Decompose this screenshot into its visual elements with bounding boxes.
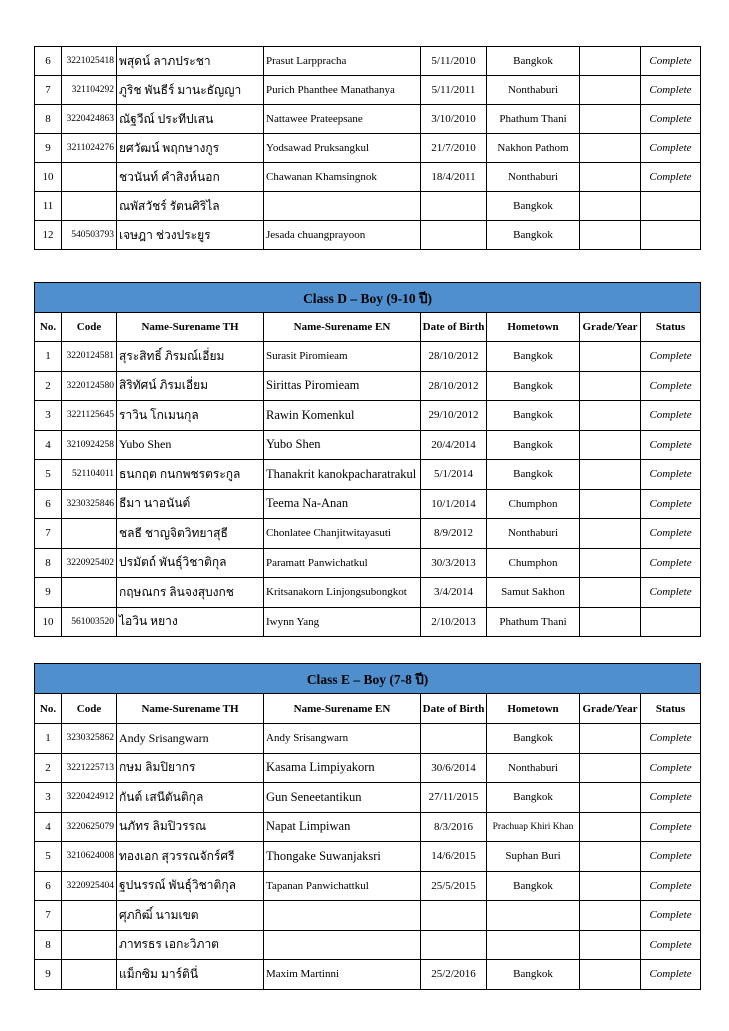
name-en-cell: Thongake Suwanjaksri: [264, 842, 421, 872]
header-grade: Grade/Year: [580, 694, 641, 724]
table-row: [35, 930, 701, 960]
name-en-cell: [264, 901, 421, 931]
code-cell: [62, 519, 117, 549]
name-en-cell: Chawanan Khamsingnok: [264, 163, 421, 192]
code-cell: 3220925402: [62, 548, 117, 578]
date-of-birth-cell: [421, 724, 487, 754]
header-code: Code: [62, 694, 117, 724]
date-of-birth-cell: 29/10/2012: [421, 401, 487, 431]
status-cell: Complete: [641, 930, 701, 960]
row-number: 10: [35, 163, 62, 192]
grade-year-cell: [580, 47, 641, 76]
status-cell: Complete: [641, 753, 701, 783]
date-of-birth-cell: 28/10/2012: [421, 342, 487, 372]
table-row: [35, 548, 701, 578]
name-th-cell: ไอวิน หยาง: [117, 607, 264, 637]
date-of-birth-cell: 8/3/2016: [421, 812, 487, 842]
table-row: [35, 901, 701, 931]
code-cell: 3221025418: [62, 47, 117, 76]
header-grade: Grade/Year: [580, 313, 641, 342]
name-th-cell: นภัทร ลิมปิวรรณ: [117, 812, 264, 842]
row-number: 12: [35, 221, 62, 250]
row-number: 3: [35, 783, 62, 813]
name-en-cell: Yubo Shen: [264, 430, 421, 460]
name-en-cell: Maxim Martinni: [264, 960, 421, 990]
name-th-cell: ธนกฤต กนกพชรตระกูล: [117, 460, 264, 490]
grade-year-cell: [580, 783, 641, 813]
hometown-cell: Chumphon: [487, 548, 580, 578]
date-of-birth-cell: 5/11/2010: [421, 47, 487, 76]
code-cell: 3230325846: [62, 489, 117, 519]
code-cell: [62, 930, 117, 960]
status-cell: Complete: [641, 842, 701, 872]
row-number: 10: [35, 607, 62, 637]
status-cell: Complete: [641, 47, 701, 76]
name-th-cell: กันต์ เสนีตันติกุล: [117, 783, 264, 813]
grade-year-cell: [580, 342, 641, 372]
table-row: [35, 842, 701, 872]
hometown-cell: Bangkok: [487, 783, 580, 813]
grade-year-cell: [580, 960, 641, 990]
name-en-cell: Andy Srisangwarn: [264, 724, 421, 754]
status-cell: Complete: [641, 812, 701, 842]
hometown-cell: Bangkok: [487, 724, 580, 754]
date-of-birth-cell: 5/11/2011: [421, 76, 487, 105]
hometown-cell: [487, 901, 580, 931]
name-en-cell: Surasit Piromieam: [264, 342, 421, 372]
code-cell: 3220424912: [62, 783, 117, 813]
name-th-cell: แม็กซิม มาร์ตินี่: [117, 960, 264, 990]
row-number: 2: [35, 753, 62, 783]
table-row: [35, 47, 701, 76]
table-row: [35, 519, 701, 549]
table-row: [35, 960, 701, 990]
name-en-cell: Napat Limpiwan: [264, 812, 421, 842]
status-cell: Complete: [641, 519, 701, 549]
row-number: 6: [35, 47, 62, 76]
name-en-cell: Chonlatee Chanjitwitayasuti: [264, 519, 421, 549]
grade-year-cell: [580, 371, 641, 401]
header-dob: Date of Birth: [421, 694, 487, 724]
hometown-cell: Bangkok: [487, 401, 580, 431]
status-cell: Complete: [641, 401, 701, 431]
grade-year-cell: [580, 221, 641, 250]
status-cell: Complete: [641, 783, 701, 813]
status-cell: Complete: [641, 134, 701, 163]
grade-year-cell: [580, 578, 641, 608]
name-th-cell: กฤษณกร ลินจงสุบงกช: [117, 578, 264, 608]
table-row: [35, 753, 701, 783]
date-of-birth-cell: 20/4/2014: [421, 430, 487, 460]
status-cell: Complete: [641, 76, 701, 105]
hometown-cell: Suphan Buri: [487, 842, 580, 872]
date-of-birth-cell: [421, 930, 487, 960]
table-row: [35, 430, 701, 460]
name-th-cell: ราวิน โกเมนกุล: [117, 401, 264, 431]
code-cell: 3220424863: [62, 105, 117, 134]
row-number: 8: [35, 548, 62, 578]
table-row: [35, 134, 701, 163]
name-en-cell: Iwynn Yang: [264, 607, 421, 637]
status-cell: Complete: [641, 460, 701, 490]
row-number: 9: [35, 134, 62, 163]
name-th-cell: กษม ลิมปิยากร: [117, 753, 264, 783]
row-number: 8: [35, 930, 62, 960]
table-row: [35, 401, 701, 431]
row-number: 4: [35, 812, 62, 842]
class-e-table: [34, 663, 701, 990]
top-section-table: [34, 46, 701, 250]
header-name-en: Name-Surename EN: [264, 694, 421, 724]
row-number: 9: [35, 578, 62, 608]
name-th-cell: ยศวัฒน์ พฤกษางกูร: [117, 134, 264, 163]
grade-year-cell: [580, 724, 641, 754]
name-th-cell: เจษฎา ช่วงประยูร: [117, 221, 264, 250]
date-of-birth-cell: [421, 192, 487, 221]
date-of-birth-cell: 18/4/2011: [421, 163, 487, 192]
table-row: [35, 105, 701, 134]
name-th-cell: ฐปนรรณ์ พันธุ์วิชาติกุล: [117, 871, 264, 901]
code-cell: 3210924258: [62, 430, 117, 460]
row-number: 5: [35, 842, 62, 872]
grade-year-cell: [580, 430, 641, 460]
status-cell: Complete: [641, 342, 701, 372]
status-cell: Complete: [641, 371, 701, 401]
name-th-cell: ทองเอก สุวรรณจักร์ศรี: [117, 842, 264, 872]
date-of-birth-cell: 3/10/2010: [421, 105, 487, 134]
grade-year-cell: [580, 401, 641, 431]
code-cell: 3220124580: [62, 371, 117, 401]
hometown-cell: Nakhon Pathom: [487, 134, 580, 163]
grade-year-cell: [580, 163, 641, 192]
date-of-birth-cell: 28/10/2012: [421, 371, 487, 401]
header-hometown: Hometown: [487, 313, 580, 342]
date-of-birth-cell: 21/7/2010: [421, 134, 487, 163]
header-name-th: Name-Surename TH: [117, 694, 264, 724]
top-section-body: [35, 47, 701, 250]
name-en-cell: Rawin Komenkul: [264, 401, 421, 431]
class-d-title: Class D – Boy (9-10 ปี): [35, 283, 701, 313]
name-th-cell: Yubo Shen: [117, 430, 264, 460]
row-number: 4: [35, 430, 62, 460]
name-th-cell: ภูริช พันธีร์ มานะธัญญา: [117, 76, 264, 105]
date-of-birth-cell: [421, 901, 487, 931]
status-cell: Complete: [641, 548, 701, 578]
table-row: [35, 192, 701, 221]
hometown-cell: Bangkok: [487, 192, 580, 221]
row-number: 1: [35, 342, 62, 372]
table-row: [35, 371, 701, 401]
hometown-cell: Bangkok: [487, 371, 580, 401]
hometown-cell: Nonthaburi: [487, 163, 580, 192]
name-th-cell: ภาทรธร เอกะวิภาต: [117, 930, 264, 960]
date-of-birth-cell: 25/5/2015: [421, 871, 487, 901]
status-cell: Complete: [641, 430, 701, 460]
table-row: [35, 76, 701, 105]
row-number: 5: [35, 460, 62, 490]
name-en-cell: Teema Na-Anan: [264, 489, 421, 519]
name-th-cell: ชวนันท์ คำสิงห์นอก: [117, 163, 264, 192]
name-th-cell: สุระสิทธิ์ ภิรมณ์เอี่ยม: [117, 342, 264, 372]
header-code: Code: [62, 313, 117, 342]
code-cell: [62, 578, 117, 608]
hometown-cell: Bangkok: [487, 871, 580, 901]
grade-year-cell: [580, 105, 641, 134]
hometown-cell: Prachuap Khiri Khan: [487, 812, 580, 842]
name-en-cell: Prasut Larppracha: [264, 47, 421, 76]
date-of-birth-cell: 3/4/2014: [421, 578, 487, 608]
row-number: 11: [35, 192, 62, 221]
class-d-header-row: [35, 313, 701, 342]
status-cell: Complete: [641, 724, 701, 754]
grade-year-cell: [580, 812, 641, 842]
table-row: [35, 607, 701, 637]
hometown-cell: Bangkok: [487, 342, 580, 372]
status-cell: Complete: [641, 105, 701, 134]
status-cell: [641, 192, 701, 221]
code-cell: [62, 901, 117, 931]
grade-year-cell: [580, 192, 641, 221]
class-e-body: [35, 724, 701, 990]
row-number: 9: [35, 960, 62, 990]
date-of-birth-cell: 8/9/2012: [421, 519, 487, 549]
row-number: 7: [35, 76, 62, 105]
grade-year-cell: [580, 548, 641, 578]
code-cell: 561003520: [62, 607, 117, 637]
name-en-cell: Yodsawad Pruksangkul: [264, 134, 421, 163]
table-row: [35, 221, 701, 250]
code-cell: 540503793: [62, 221, 117, 250]
name-th-cell: ชลธี ชาญจิตวิทยาสุธี: [117, 519, 264, 549]
table-row: [35, 724, 701, 754]
code-cell: 3221125645: [62, 401, 117, 431]
name-en-cell: [264, 930, 421, 960]
name-th-cell: สิริทัศน์ ภิรมเอี่ยม: [117, 371, 264, 401]
grade-year-cell: [580, 134, 641, 163]
grade-year-cell: [580, 607, 641, 637]
grade-year-cell: [580, 519, 641, 549]
hometown-cell: Phathum Thani: [487, 607, 580, 637]
grade-year-cell: [580, 489, 641, 519]
date-of-birth-cell: 30/3/2013: [421, 548, 487, 578]
date-of-birth-cell: 27/11/2015: [421, 783, 487, 813]
header-status: Status: [641, 313, 701, 342]
name-th-cell: ศุภกิฒิ์ นามเขต: [117, 901, 264, 931]
name-th-cell: ณัฐวีณ์ ประทีปเสน: [117, 105, 264, 134]
grade-year-cell: [580, 753, 641, 783]
row-number: 6: [35, 489, 62, 519]
code-cell: 3220925404: [62, 871, 117, 901]
code-cell: [62, 163, 117, 192]
hometown-cell: [487, 930, 580, 960]
name-en-cell: Gun Seneetantikun: [264, 783, 421, 813]
hometown-cell: Bangkok: [487, 221, 580, 250]
status-cell: Complete: [641, 489, 701, 519]
code-cell: [62, 192, 117, 221]
table-row: [35, 163, 701, 192]
header-no: No.: [35, 694, 62, 724]
code-cell: 321104292: [62, 76, 117, 105]
table-row: [35, 578, 701, 608]
code-cell: 521104011: [62, 460, 117, 490]
hometown-cell: Bangkok: [487, 430, 580, 460]
date-of-birth-cell: 10/1/2014: [421, 489, 487, 519]
name-en-cell: Kritsanakorn Linjongsubongkot: [264, 578, 421, 608]
name-en-cell: Purich Phanthee Manathanya: [264, 76, 421, 105]
name-en-cell: Tapanan Panwichattkul: [264, 871, 421, 901]
row-number: 2: [35, 371, 62, 401]
hometown-cell: Bangkok: [487, 960, 580, 990]
header-name-th: Name-Surename TH: [117, 313, 264, 342]
name-en-cell: [264, 192, 421, 221]
class-d-body: [35, 342, 701, 637]
name-th-cell: ณพัสวัชร์ รัตนศิริไล: [117, 192, 264, 221]
date-of-birth-cell: [421, 221, 487, 250]
grade-year-cell: [580, 871, 641, 901]
name-en-cell: Kasama Limpiyakorn: [264, 753, 421, 783]
code-cell: [62, 960, 117, 990]
name-th-cell: พสุดน์ ลาภประชา: [117, 47, 264, 76]
row-number: 6: [35, 871, 62, 901]
hometown-cell: Bangkok: [487, 460, 580, 490]
status-cell: Complete: [641, 960, 701, 990]
grade-year-cell: [580, 901, 641, 931]
row-number: 7: [35, 901, 62, 931]
code-cell: 3211024276: [62, 134, 117, 163]
status-cell: Complete: [641, 578, 701, 608]
hometown-cell: Chumphon: [487, 489, 580, 519]
class-e-title: Class E – Boy (7-8 ปี): [35, 664, 701, 694]
name-th-cell: ธีมา นาอนันต์: [117, 489, 264, 519]
name-en-cell: Paramatt Panwichatkul: [264, 548, 421, 578]
code-cell: 3221225713: [62, 753, 117, 783]
name-en-cell: Sirittas Piromieam: [264, 371, 421, 401]
class-d-table: [34, 282, 701, 637]
name-th-cell: ปรมัตถ์ พันธุ์วิชาติกุล: [117, 548, 264, 578]
status-cell: Complete: [641, 901, 701, 931]
status-cell: [641, 221, 701, 250]
date-of-birth-cell: 14/6/2015: [421, 842, 487, 872]
grade-year-cell: [580, 76, 641, 105]
header-name-en: Name-Surename EN: [264, 313, 421, 342]
name-th-cell: Andy Srisangwarn: [117, 724, 264, 754]
date-of-birth-cell: 25/2/2016: [421, 960, 487, 990]
name-en-cell: Thanakrit kanokpacharatrakul: [264, 460, 421, 490]
header-no: No.: [35, 313, 62, 342]
name-en-cell: Nattawee Prateepsane: [264, 105, 421, 134]
code-cell: 3220625079: [62, 812, 117, 842]
row-number: 1: [35, 724, 62, 754]
grade-year-cell: [580, 930, 641, 960]
header-status: Status: [641, 694, 701, 724]
date-of-birth-cell: 30/6/2014: [421, 753, 487, 783]
hometown-cell: Nonthaburi: [487, 753, 580, 783]
table-row: [35, 342, 701, 372]
hometown-cell: Phathum Thani: [487, 105, 580, 134]
hometown-cell: Samut Sakhon: [487, 578, 580, 608]
table-row: [35, 783, 701, 813]
table-row: [35, 871, 701, 901]
grade-year-cell: [580, 460, 641, 490]
hometown-cell: Bangkok: [487, 47, 580, 76]
table-row: [35, 812, 701, 842]
hometown-cell: Nonthaburi: [487, 76, 580, 105]
row-number: 3: [35, 401, 62, 431]
date-of-birth-cell: 2/10/2013: [421, 607, 487, 637]
status-cell: Complete: [641, 871, 701, 901]
table-row: [35, 460, 701, 490]
code-cell: 3220124581: [62, 342, 117, 372]
name-en-cell: Jesada chuangprayoon: [264, 221, 421, 250]
row-number: 8: [35, 105, 62, 134]
header-dob: Date of Birth: [421, 313, 487, 342]
table-row: [35, 489, 701, 519]
hometown-cell: Nonthaburi: [487, 519, 580, 549]
date-of-birth-cell: 5/1/2014: [421, 460, 487, 490]
status-cell: [641, 607, 701, 637]
code-cell: 3230325862: [62, 724, 117, 754]
class-e-header-row: [35, 694, 701, 724]
grade-year-cell: [580, 842, 641, 872]
status-cell: Complete: [641, 163, 701, 192]
header-hometown: Hometown: [487, 694, 580, 724]
row-number: 7: [35, 519, 62, 549]
code-cell: 3210624008: [62, 842, 117, 872]
